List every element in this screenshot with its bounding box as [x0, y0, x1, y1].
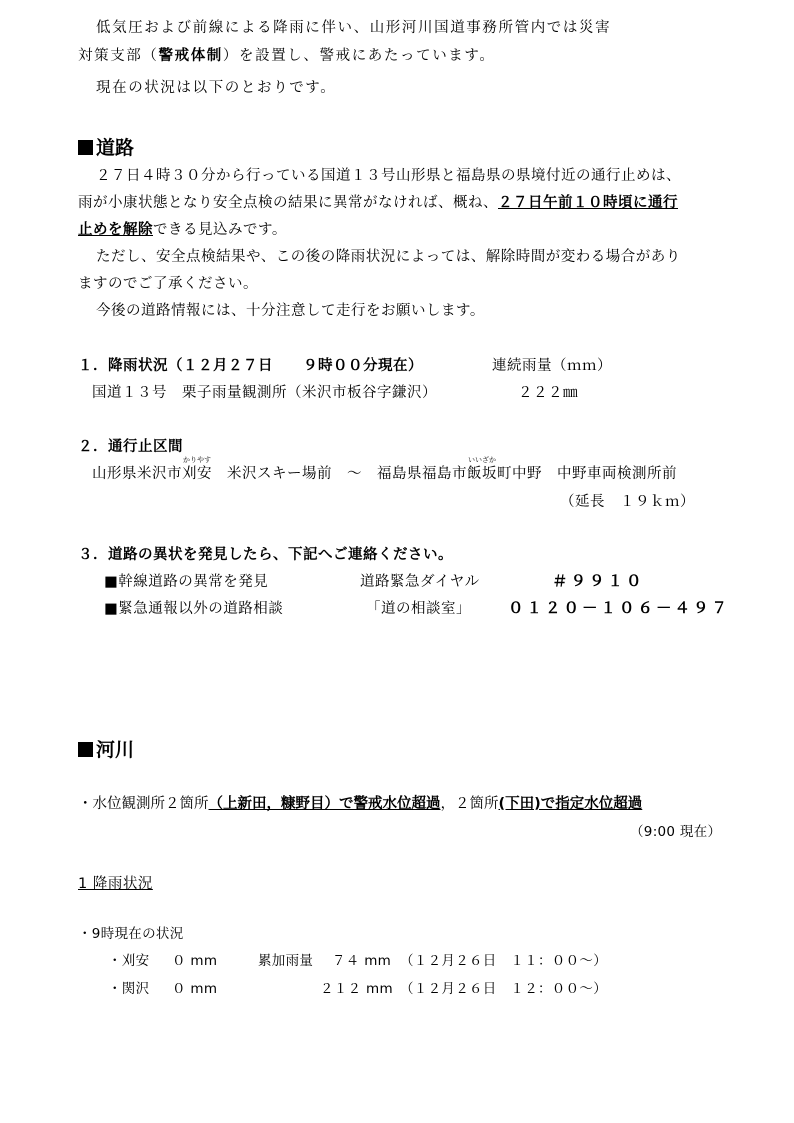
road-p1-line-2: 雨が小康状態となり安全点検の結果に異常がなければ、概ね、２７日午前１０時頃に通行	[78, 195, 678, 211]
rain-row-since: （１２月２６日 １１：００～）	[400, 953, 607, 969]
intro-line-3: 現在の状況は以下のとおりです。	[96, 80, 337, 96]
road-p2-line-1: ただし、安全点検結果や、この後の降雨状況によっては、解除時間が変わる場合があり	[96, 249, 681, 265]
rainfall-station-value: ２２２㎜	[518, 385, 578, 401]
rain-row-total: ２１２ mm	[320, 981, 393, 997]
rain-row-current: ０ mm	[172, 981, 218, 997]
road-p2-line-2: ますのでご了承ください。	[78, 276, 258, 292]
road-p3: 今後の道路情報には、十分注意して走行をお願いします。	[96, 303, 485, 319]
contact-row-number: ＃９９１０	[552, 572, 645, 590]
water-level-status: ・水位観測所２箇所（上新田，糠野目）で警戒水位超過，２箇所(下田)で指定水位超過	[78, 796, 643, 812]
contact-row-label: ■緊急通報以外の道路相談	[104, 601, 284, 617]
rainfall-section-title: １．降雨状況（１２月２７日 ９時００分現在）	[78, 358, 423, 374]
closure-section-title: ２．通行止区間	[78, 439, 183, 455]
rain-row-current: ０ mm	[172, 953, 218, 969]
contact-row-name: 道路緊急ダイヤル	[360, 574, 480, 590]
alert-level: 警戒体制	[158, 48, 223, 64]
current-status-label: ・9時現在の状況	[78, 926, 184, 942]
black-square-icon	[78, 742, 93, 757]
closure-section-route: 山形県米沢市刈安 かりやす 米沢スキー場前 ～ 福島県福島市飯坂 いいざか 町中野 中野車両検測所前	[92, 456, 677, 482]
contact-row-name: 「道の相談室」	[366, 601, 471, 617]
closure-length: （延長 １９ｋｍ）	[560, 494, 695, 510]
rain-row-label: 累加雨量	[258, 953, 314, 969]
intro-line-2: 対策支部（警戒体制）を設置し、警戒にあたっています。	[78, 48, 496, 64]
rain-row-station: ・関沢	[108, 981, 150, 997]
road-p1-line-1: ２７日４時３０分から行っている国道１３号山形県と福島県の県境付近の通行止めは、	[96, 168, 681, 184]
contact-row-number: ０１２０－１０６－４９７	[508, 599, 731, 617]
rainfall-station-label: 国道１３号 栗子雨量観測所（米沢市板谷字鎌沢）	[92, 385, 437, 401]
ruby-kariyasu: 刈安 かりやす	[182, 456, 212, 482]
river-heading: 河川	[78, 738, 134, 762]
black-square-icon	[78, 140, 93, 155]
rain-row-station: ・刈安	[108, 953, 150, 969]
river-rainfall-heading: 1 降雨状況	[78, 876, 153, 892]
road-p1-line-3: 止めを解除できる見込みです。	[78, 222, 287, 238]
rain-row-total: ７４ mm	[332, 953, 392, 969]
contact-section-title: ３．道路の異状を発見したら、下記へご連絡ください。	[78, 547, 453, 563]
contact-row-label: ■幹線道路の異常を発見	[104, 574, 269, 590]
water-level-time: （9:00 現在）	[630, 824, 722, 840]
ruby-iizaka: 飯坂 いいざか	[467, 456, 497, 482]
rainfall-column-label: 連続雨量（ｍｍ）	[492, 358, 612, 374]
rain-row-since: （１２月２６日 １２：００～）	[400, 981, 607, 997]
road-heading: 道路	[78, 136, 134, 160]
intro-line-1: 低気圧および前線による降雨に伴い、山形河川国道事務所管内では災害	[96, 20, 612, 36]
